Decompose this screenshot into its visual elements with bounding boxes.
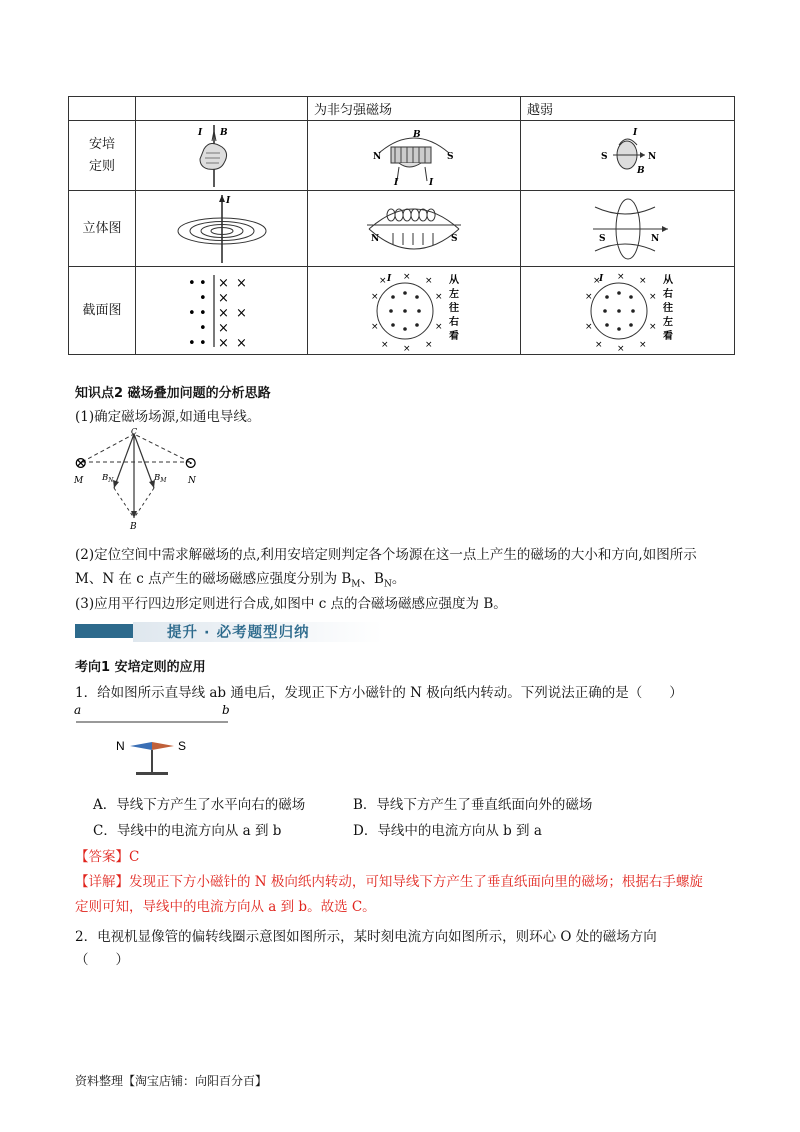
svg-text:S: S: [451, 233, 458, 244]
svg-text:S: S: [178, 739, 187, 753]
banner-text: 提升 · 必考题型归纳: [167, 625, 310, 641]
svg-text:B: B: [413, 129, 421, 140]
svg-text:×: ×: [217, 305, 229, 321]
svg-text:C: C: [131, 428, 138, 436]
svg-text:×: ×: [371, 291, 379, 302]
svg-text:B: B: [636, 165, 645, 176]
svg-text:×: ×: [638, 339, 647, 350]
svg-text:N: N: [188, 476, 196, 486]
svg-text:从: 从: [449, 274, 459, 286]
kp2-step1: (1)确定磁场场源,如通电导线。: [75, 409, 261, 425]
svg-text:×: ×: [379, 275, 387, 286]
row-label-line2: 定则: [88, 158, 115, 174]
svg-text:•: •: [198, 275, 207, 291]
q1-stem: 1．给如图所示直导线 ab 通电后，发现正下方小磁针的 N 极向纸内转动。下列说法正确的是（ ）: [75, 685, 683, 701]
row-label-3d: 立体图: [69, 191, 136, 267]
table-header-col3: 越弱: [521, 97, 735, 121]
svg-text:M: M: [74, 476, 84, 486]
svg-text:I: I: [387, 273, 392, 284]
svg-text:往: 往: [449, 302, 459, 314]
svg-text:×: ×: [235, 275, 247, 291]
svg-text:×: ×: [217, 275, 229, 291]
svg-text:I: I: [394, 177, 399, 188]
svg-text:×: ×: [594, 339, 603, 350]
svg-text:×: ×: [616, 271, 625, 282]
section-banner: [75, 620, 383, 642]
banner-bar: [75, 624, 133, 638]
svg-text:•: •: [198, 320, 207, 336]
svg-text:从: 从: [662, 274, 673, 286]
fig-3d-solenoid: [308, 191, 521, 267]
kp2-step2-line2: M、N 在 c 点产生的磁场磁感应强度分别为 $B_M$、$B_N$。: [75, 571, 406, 590]
magnetic-field-table: [68, 96, 735, 355]
fig-hand-solenoid: [308, 121, 521, 191]
table-header-row: [69, 97, 735, 121]
svg-text:往: 往: [662, 302, 673, 314]
svg-text:×: ×: [648, 321, 657, 332]
svg-text:B: B: [219, 127, 228, 138]
svg-text:I: I: [225, 195, 230, 206]
table-row-ampere: [69, 121, 735, 191]
svg-text:S: S: [598, 233, 605, 244]
svg-text:N: N: [647, 151, 656, 162]
table-header-empty-2: [136, 97, 308, 121]
svg-text:•: •: [187, 275, 196, 291]
kp2-title: 知识点2 磁场叠加问题的分析思路: [75, 386, 271, 401]
svg-text:×: ×: [403, 271, 411, 282]
table-row-3d: [69, 191, 735, 267]
q1-option-b[interactable]: B．导线下方产生了垂直纸面向外的磁场: [353, 797, 593, 813]
svg-text:×: ×: [435, 321, 443, 332]
q1-detail-line1: 【详解】发现正下方小磁针的 N 极向纸内转动，可知导线下方产生了垂直纸面向里的磁场；根据右手螺旋: [75, 874, 703, 890]
svg-text:×: ×: [235, 305, 247, 321]
fig-hand-loop: [521, 121, 735, 191]
q1-option-c[interactable]: C．导线中的电流方向从 a 到 b: [93, 823, 282, 839]
fig-section-loop: [521, 267, 735, 355]
table-header-col2: 为非匀强磁场: [308, 97, 521, 121]
footer-text: 资料整理【淘宝店铺：向阳百分百】: [75, 1074, 268, 1088]
table-row-section: [69, 267, 735, 355]
wire-M-crossed-icon: ⊗: [74, 453, 88, 472]
svg-text:右: 右: [662, 288, 673, 300]
svg-text:看: 看: [662, 330, 673, 342]
svg-text:×: ×: [584, 291, 593, 302]
svg-text:a: a: [74, 703, 82, 717]
wire-N-dotted-icon: ⊙: [184, 453, 198, 472]
row-label-line1: 安培: [88, 136, 115, 152]
fig-3d-loop: [521, 191, 735, 267]
svg-text:N: N: [116, 739, 125, 753]
kp2-step2-line1: (2)定位空间中需求解磁场的点,利用安培定则判定各个场源在这一点上产生的磁场的大小和方向,如图所示: [75, 547, 697, 563]
svg-text:S: S: [600, 151, 607, 162]
svg-text:•: •: [198, 305, 207, 321]
svg-text:×: ×: [435, 291, 443, 302]
q1-wire-needle-figure: [70, 702, 240, 780]
q1-answer: 【答案】C: [75, 849, 140, 865]
svg-text:I: I: [632, 127, 637, 138]
table-header-empty: [69, 97, 136, 121]
svg-text:×: ×: [638, 275, 647, 286]
svg-text:•: •: [198, 335, 207, 351]
svg-text:左: 左: [662, 316, 673, 328]
fig-hand-straight-wire: [136, 121, 308, 191]
row-label-section: 截面图: [69, 267, 136, 355]
label-I: I: [197, 127, 202, 138]
svg-text:×: ×: [235, 335, 247, 351]
svg-text:左: 左: [449, 288, 459, 300]
svg-text:•: •: [187, 305, 196, 321]
row-label-ampere: [69, 121, 136, 191]
fig-section-straight-wire: [136, 267, 308, 355]
q1-option-a[interactable]: A．导线下方产生了水平向右的磁场: [93, 797, 306, 813]
q1-detail-line2: 定则可知，导线中的电流方向从 a 到 b。故选 C。: [75, 899, 376, 915]
svg-text:b: b: [222, 703, 230, 717]
svg-text:看: 看: [449, 330, 459, 342]
svg-text:N: N: [371, 233, 380, 244]
svg-text:•: •: [187, 335, 196, 351]
field-superposition-diagram: [70, 428, 210, 532]
svg-text:N: N: [650, 233, 659, 244]
svg-text:×: ×: [217, 320, 229, 336]
svg-text:×: ×: [425, 339, 433, 350]
q2-paren: （ ）: [75, 952, 129, 968]
svg-text:右: 右: [449, 316, 459, 328]
svg-text:×: ×: [592, 275, 601, 286]
fig-section-solenoid: [308, 267, 521, 355]
svg-text:×: ×: [425, 275, 433, 286]
svg-text:×: ×: [217, 335, 229, 351]
svg-text:×: ×: [584, 321, 593, 332]
kp2-step3: (3)应用平行四边形定则进行合成,如图中 c 点的合磁场磁感应强度为 B。: [75, 596, 507, 612]
svg-text:S: S: [447, 151, 454, 162]
svg-text:×: ×: [217, 290, 229, 306]
svg-text:×: ×: [648, 291, 657, 302]
svg-text:B: B: [130, 522, 137, 532]
svg-text:N: N: [373, 151, 382, 162]
svg-text:BM: $B_M$: [154, 473, 167, 484]
svg-text:×: ×: [616, 343, 625, 353]
svg-text:I: I: [598, 273, 603, 284]
direction1-title: 考向1 安培定则的应用: [75, 660, 206, 675]
svg-text:×: ×: [381, 339, 389, 350]
q1-option-d[interactable]: D．导线中的电流方向从 b 到 a: [353, 823, 542, 839]
svg-text:I: I: [429, 177, 434, 188]
q2-stem: 2．电视机显像管的偏转线圈示意图如图所示，某时刻电流方向如图所示，则环心 O 处的磁场方向: [75, 929, 657, 945]
svg-text:×: ×: [371, 321, 379, 332]
fig-3d-straight-wire: [136, 191, 308, 267]
svg-text:•: •: [198, 290, 207, 306]
svg-text:×: ×: [403, 343, 411, 353]
svg-text:BN: $B_N$: [102, 473, 114, 484]
